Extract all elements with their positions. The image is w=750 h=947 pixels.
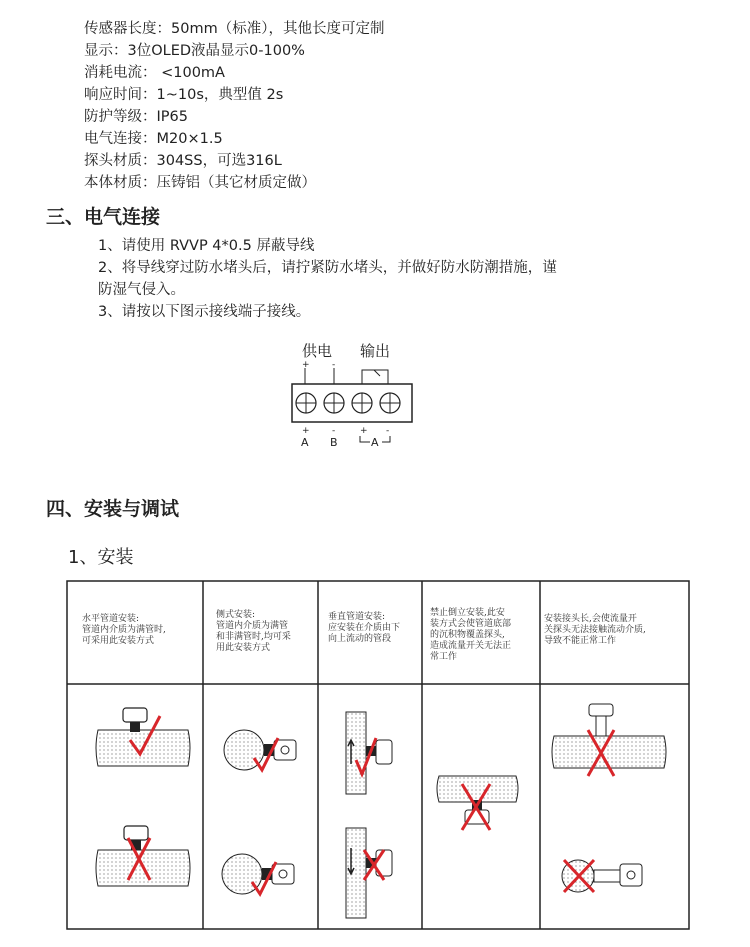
long-connector-bottom xyxy=(562,860,642,892)
caption-line: 垂直管道安装: xyxy=(328,612,386,622)
subsection-title: 1、安装 xyxy=(68,547,134,568)
caption-line: 应安装在介质由下 xyxy=(328,623,401,633)
vertical-pipe-up xyxy=(346,712,392,794)
spec-line: 防护等级：IP65 xyxy=(84,109,188,125)
caption-line: 管道内介质为满管 xyxy=(216,621,289,631)
spec-line: 显示：3位OLED液晶显示0-100% xyxy=(84,43,305,59)
caption-line: 常工作 xyxy=(430,652,458,662)
caption-line: 导致不能正常工作 xyxy=(544,636,617,646)
plus-sign: + xyxy=(360,426,368,436)
wiring-diagram xyxy=(290,342,420,452)
spec-list xyxy=(84,18,384,194)
spec-line: 响应时间：1~10s，典型值 2s xyxy=(84,87,284,103)
inverted-mount xyxy=(437,776,518,830)
caption-line: 安装接头长,会使流量开 xyxy=(544,614,637,624)
minus-sign: - xyxy=(332,360,336,370)
caption-horizontal xyxy=(82,614,198,647)
caption-line: 可采用此安装方式 xyxy=(82,636,155,646)
caption-line: 用此安装方式 xyxy=(216,643,271,653)
caption-line: 关探头无法接触流动介质, xyxy=(544,625,646,635)
section-title-electrical: 三、电气连接 xyxy=(46,206,161,228)
step-line: 1、请使用 RVVP 4*0.5 屏蔽导线 xyxy=(98,238,315,254)
spec-line: 电气连接：M20×1.5 xyxy=(84,131,223,147)
screw-icon xyxy=(324,393,344,413)
screw-icon xyxy=(380,393,400,413)
step-line: 防湿气侵入。 xyxy=(98,282,185,298)
caption-side xyxy=(216,610,316,654)
caption-line: 装方式会使管道底部 xyxy=(430,619,512,629)
installation-table xyxy=(66,580,690,930)
horizontal-pipe-partial xyxy=(96,826,190,886)
screw-icon xyxy=(352,393,372,413)
step-line: 3、请按以下图示接线端子接线。 xyxy=(98,304,311,320)
spec-line: 本体材质：压铸铝（其它材质定做） xyxy=(84,175,316,191)
long-connector-top xyxy=(552,704,666,776)
caption-line: 水平管道安装: xyxy=(82,614,140,624)
terminal-label-b: B xyxy=(330,436,338,449)
terminal-label-a: A xyxy=(301,436,309,449)
side-mount-top xyxy=(224,730,296,770)
caption-line: 禁止倒立安装,此安 xyxy=(430,608,505,618)
side-mount-bottom xyxy=(222,854,294,894)
label-output: 输出 xyxy=(360,342,391,360)
caption-long-connector xyxy=(544,614,686,647)
caption-line: 向上流动的管段 xyxy=(328,634,392,644)
step-line: 2、将导线穿过防水堵头后，请拧紧防水堵头，并做好防水防潮措施，谨 xyxy=(98,260,557,276)
caption-line: 造成流量开关无法正 xyxy=(430,641,512,651)
minus-sign: - xyxy=(332,426,336,436)
caption-line: 管道内介质为满管时, xyxy=(82,625,166,635)
wiring-steps xyxy=(98,235,618,323)
caption-line: 的沉积物覆盖探头, xyxy=(430,630,505,640)
spec-line: 探头材质：304SS，可选316L xyxy=(84,153,282,169)
label-power: 供电 xyxy=(302,342,333,360)
terminal-label-a-output: A xyxy=(371,436,379,449)
plus-sign: + xyxy=(302,426,310,436)
horizontal-pipe-full xyxy=(96,708,190,766)
caption-line: 和非满管时,均可采 xyxy=(216,632,291,642)
spec-line: 消耗电流： <100mA xyxy=(84,65,225,81)
caption-inverted xyxy=(430,608,538,663)
screw-icon xyxy=(296,393,316,413)
section-title-installation: 四、安装与调试 xyxy=(46,498,180,520)
vertical-pipe-down xyxy=(346,828,392,918)
caption-vertical xyxy=(328,612,420,645)
spec-line: 传感器长度：50mm（标准），其他长度可定制 xyxy=(84,21,385,37)
caption-line: 侧式安装: xyxy=(216,610,256,620)
minus-sign: - xyxy=(386,426,390,436)
plus-sign: + xyxy=(302,360,310,370)
